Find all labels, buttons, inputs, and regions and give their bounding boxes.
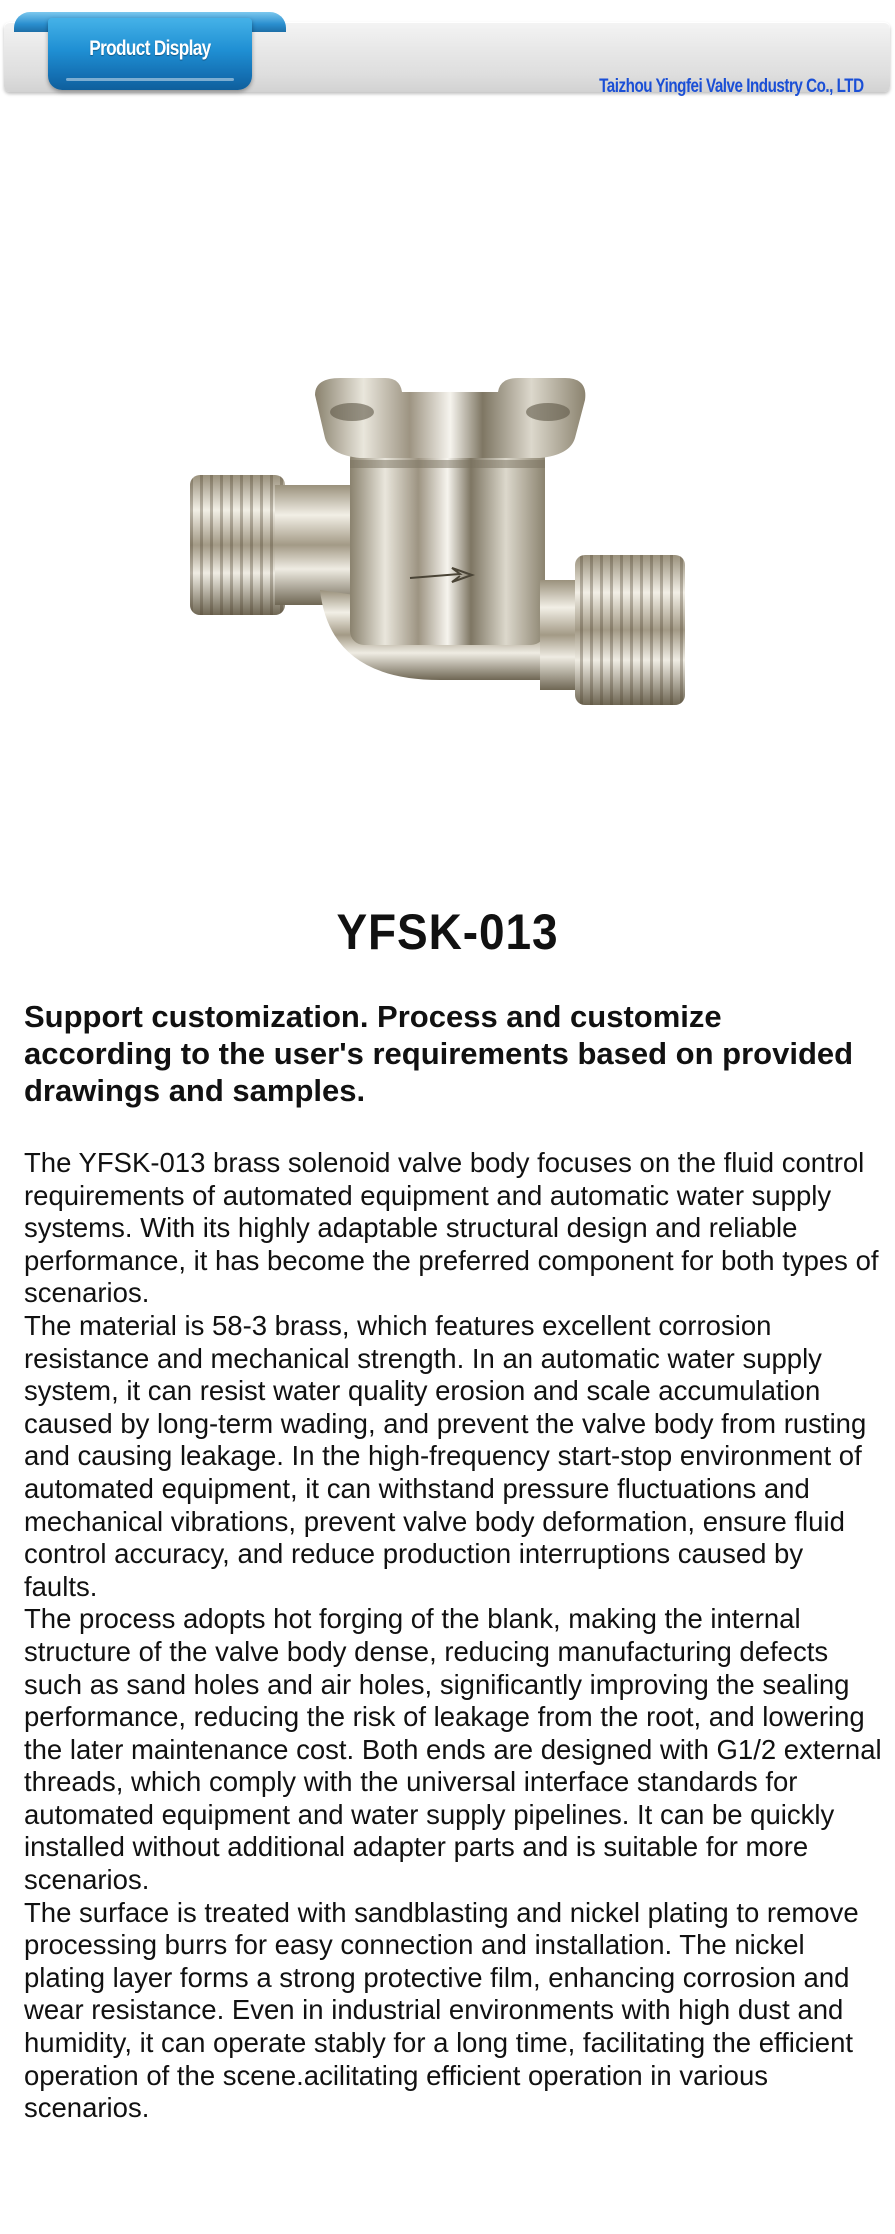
customization-headline: Support customization. Process and customize according to the user's requirements based on provided drawings and samples. bbox=[24, 999, 854, 1108]
product-display-ribbon bbox=[14, 12, 286, 82]
description-paragraph-overview: The YFSK-013 brass solenoid valve body focuses on the fluid control requirements of automated equipment and automatic water supply systems. With its highly adaptable structural design and reliable performance, it has become the preferred component for both types of scenarios. bbox=[24, 1147, 879, 1309]
description-paragraph-material: The material is 58-3 brass, which features excellent corrosion resistance and mechanical strength. In an automatic water supply system, it can resist water quality erosion and scale accumulation caused by long-term wading, and prevent the valve body from rusting and causing leakage. In the high-frequency start-stop environment of automated equipment, it can withstand pressure fluctuations and mechanical vibrations, prevent valve body deformation, ensure fluid control accuracy, and reduce production interruptions caused by faults. bbox=[24, 1309, 867, 1602]
product-image-valve-body bbox=[180, 360, 710, 720]
company-name: Taizhou Yingfei Valve Industry Co., LTD bbox=[599, 76, 864, 97]
description-paragraph-surface: The surface is treated with sandblasting and nickel plating to remove processing burrs for easy connection and installation. The nickel plating layer forms a strong protective film, enhancing corrosion and wear resistance. Even in industrial environments with high dust and humidity, it can operate stably for a long time, facilitating the efficient operation of the scene.acilitating efficient operation in various scenarios. bbox=[24, 1896, 859, 2124]
product-description bbox=[24, 1147, 884, 2125]
description-paragraph-process: The process adopts hot forging of the blank, making the internal structure of the valve body dense, reducing manufacturing defects such as sand holes and air holes, significantly improving the sealing performance, reducing the risk of leakage from the root, and lowering the later maintenance cost. Both ends are designed with G1/2 external threads, which comply with the universal interface standards for automated equipment and water supply pipelines. It can be quickly installed without additional adapter parts and is suitable for more scenarios. bbox=[24, 1603, 882, 1896]
product-model: YFSK-013 bbox=[336, 904, 559, 960]
ribbon-tab bbox=[48, 18, 252, 90]
section-title: Product Display bbox=[89, 37, 211, 60]
